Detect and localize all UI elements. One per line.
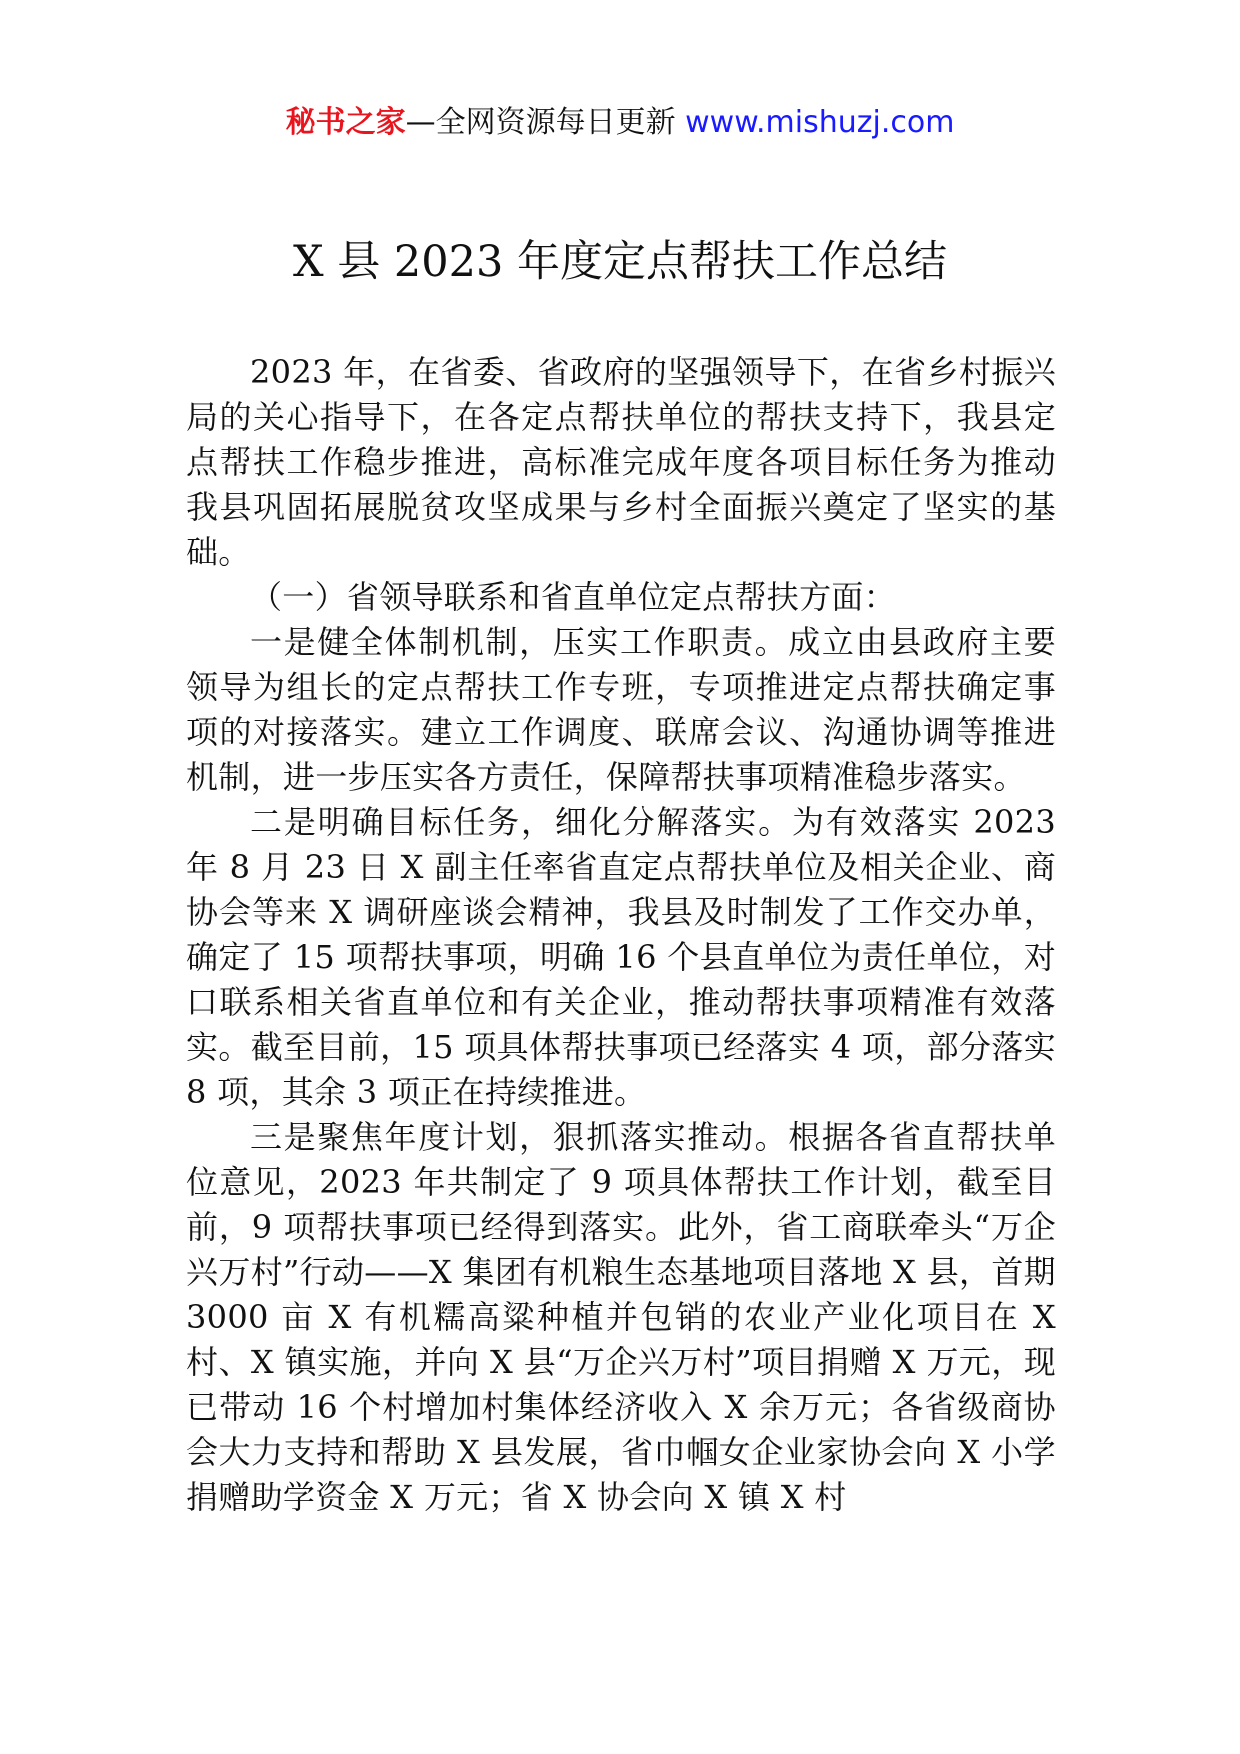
site-url-link[interactable]: www.mishuzj.com (685, 105, 955, 140)
paragraph-intro: 2023 年，在省委、省政府的坚强领导下，在省乡村振兴局的关心指导下，在各定点帮扶单位的帮扶支持下，我县定点帮扶工作稳步推进，高标准完成年度各项目标任务为推动我县巩固拓展脱贫攻坚成果与乡村全面振兴奠定了坚实的基础。 (186, 353, 1056, 571)
site-header (0, 100, 1240, 146)
brand-name: 秘书之家 (285, 105, 406, 140)
document-title: X 县 2023 年度定点帮扶工作总结 (292, 237, 948, 287)
document-body (186, 350, 1056, 1520)
section-heading: （一）省领导联系和省直单位定点帮扶方面： (250, 578, 897, 616)
paragraph-item-3: 三是聚焦年度计划，狠抓落实推动。根据各省直帮扶单位意见，2023 年共制定了 9 项具体帮扶工作计划，截至目前，9 项帮扶事项已经得到落实。此外，省工商联牵头“万企兴万村”行动——X 集团有机粮生态基地项目落地 X 县，首期 3000 亩 X 有机糯高粱种植并包销的农业产业化项目在 X 村、X 镇实施，并向 X 县“万企兴万村”项目捐赠 X 万元，现已带动 16 个村增加村集体经济收入 X 余万元；各省级商协会大力支持和帮助 X 县发展，省巾帼女企业家协会向 X 小学捐赠助学资金 X 万元；省 X 协会向 X 镇 X 村 (186, 1118, 1056, 1516)
paragraph-item-2: 二是明确目标任务，细化分解落实。为有效落实 2023 年 8 月 23 日 X 副主任率省直定点帮扶单位及相关企业、商协会等来 X 调研座谈会精神，我县及时制发了工作交办单，确定了 15 项帮扶事项，明确 16 个县直单位为责任单位，对口联系相关省直单位和有关企业，推动帮扶事项精准有效落实。截至目前，15 项具体帮扶事项已经落实 4 项，部分落实 8 项，其余 3 项正在持续推进。 (186, 803, 1056, 1111)
header-tagline: —全网资源每日更新 (405, 105, 676, 140)
paragraph-item-1: 一是健全体制机制，压实工作职责。成立由县政府主要领导为组长的定点帮扶工作专班，专项推进定点帮扶确定事项的对接落实。建立工作调度、联席会议、沟通协调等推进机制，进一步压实各方责任，保障帮扶事项精准稳步落实。 (186, 623, 1056, 796)
